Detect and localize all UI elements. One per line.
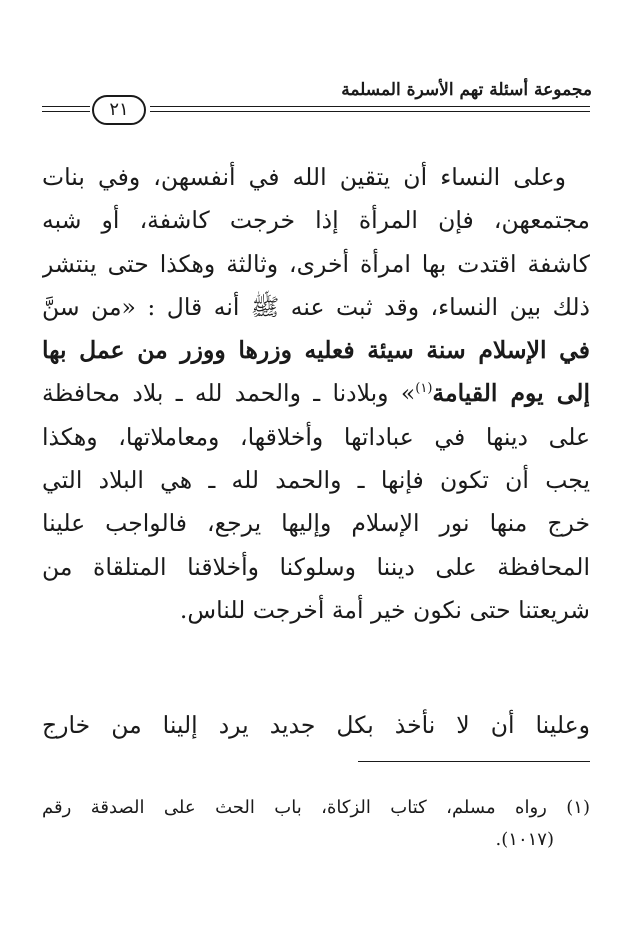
second-paragraph: وعلينا أن لا نأخذ بكل جديد يرد إلينا من خارج xyxy=(42,711,590,739)
header-rule-bottom xyxy=(150,111,590,112)
text-line: خرج منها نور الإسلام وإليها يرجع، فالواجب علينا xyxy=(42,509,590,538)
footnote-separator xyxy=(358,761,590,762)
text-line-with-footnote xyxy=(42,372,590,415)
page-number: ٢١ xyxy=(92,95,146,125)
text-line: كاشفة اقتدت بها امرأة أخرى، وثالثة وهكذا حتى ينتشر xyxy=(42,249,590,278)
hadith-bold-line: في الإسلام سنة سيئة فعليه وزرها ووزر من عمل بها xyxy=(42,336,590,365)
header-rule-left-top xyxy=(42,106,90,107)
text-line: ذلك بين النساء، وقد ثبت عنه ﷺ أنه قال : «من سنَّ xyxy=(42,292,590,321)
text-line-rest: » وبلادنا ـ والحمد لله ـ بلاد محافظة xyxy=(42,379,416,408)
footnote xyxy=(42,792,590,856)
footnote-line: (١٠١٧). xyxy=(495,829,554,850)
header-rule-top xyxy=(150,106,590,107)
text-line: يجب أن تكون فإنها ـ والحمد لله ـ هي البلاد التي xyxy=(42,466,590,495)
running-header-title: مجموعة أسئلة تهم الأسرة المسلمة xyxy=(341,80,592,100)
hadith-bold-end: إلى يوم القيامة xyxy=(432,379,590,408)
text-line: مجتمعهن، فإن المرأة إذا خرجت كاشفة، أو شبه xyxy=(42,206,590,235)
text-line: المحافظة على ديننا وسلوكنا وأخلاقنا المتلقاة من xyxy=(42,552,590,581)
footnote-marker: (١) xyxy=(415,381,433,397)
main-paragraph xyxy=(42,156,590,632)
text-line: على دينها في عباداتها وأخلاقها، ومعاملاتها، وهكذا xyxy=(42,422,590,451)
text-line: وعلى النساء أن يتقين الله في أنفسهن، وفي بنات xyxy=(42,163,566,191)
text-line-last: شريعتنا حتى نكون خير أمة أخرجت للناس. xyxy=(179,595,590,624)
footnote-line: (١) رواه مسلم، كتاب الزكاة، باب الحث على الصدقة رقم xyxy=(42,797,590,818)
header-rule-left-bottom xyxy=(42,111,90,112)
